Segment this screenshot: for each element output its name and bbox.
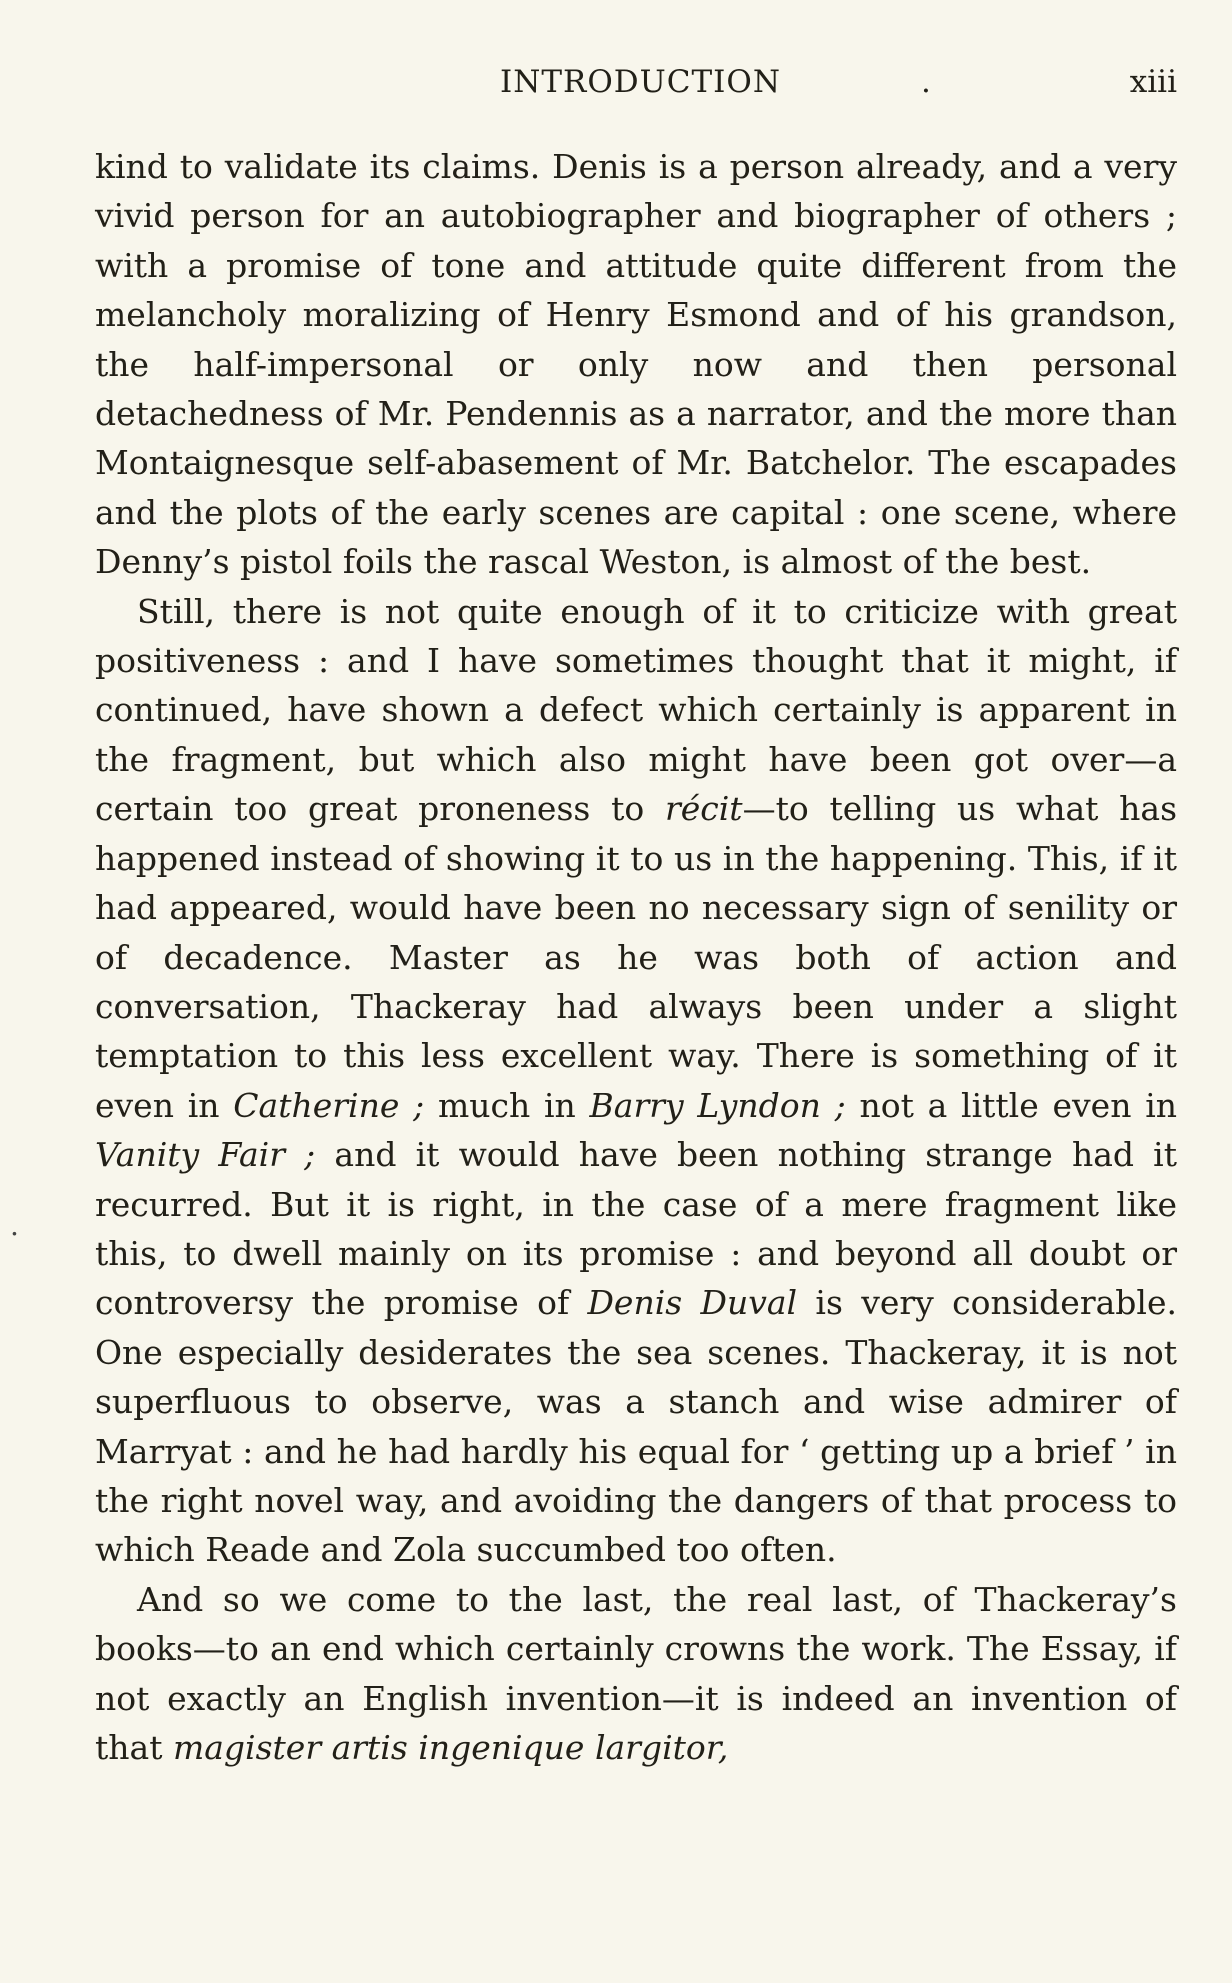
page-header	[95, 64, 1177, 108]
paragraph-2	[95, 587, 1177, 1575]
italic-title-catherine: Catherine ;	[233, 1085, 425, 1125]
text-segment: —to telling us what has happened instead of showing it to us in the happening. This, if it had appeared, would have been no necessary sign of senility or of decadence. Master as he was both of action and conversation, Thackeray had always been under a slight temptation to this less excellent way. There is something of it even in	[95, 789, 1178, 1125]
italic-text-recit: récit	[664, 789, 743, 829]
text-segment: Still, there is not quite enough of it to criticize with great positiveness : and I have sometimes thought that it might, if continued, have shown a defect which certainly is apparent in the fragment, but which also might have been got over—a certain too great proneness to	[95, 591, 1177, 829]
italic-title-denis-duval: Denis Duval	[587, 1283, 798, 1323]
header-separator: .	[921, 64, 931, 100]
body-text	[95, 142, 1177, 1772]
running-head: INTRODUCTION	[500, 64, 781, 100]
text-segment: and it would have been nothing strange had it recurred. But it is right, in the case of a mere fragment like this, to dwell mainly on its promise : and beyond all doubt or controversy the promise of	[95, 1135, 1177, 1323]
text-segment: kind to validate its claims. Denis is a person already, and a very vivid person for an autobiographer and biographer of others ; with a promise of tone and attitude quite different from the melancholy moralizing of Henry Esmond and of his grandson, the half-impersonal or only now and then personal detachedness of Mr. Pendennis as a narrator, and the more than Montaignesque self-abasement of Mr. Batchelor. The escapades and the plots of the early scenes are capital : one scene, where Denny’s pistol foils the rascal Weston, is almost of the best.	[95, 147, 1177, 582]
paragraph-1	[95, 142, 1177, 587]
italic-latin-phrase: magister artis ingenique largitor,	[172, 1728, 729, 1767]
italic-title-vanity-fair: Vanity Fair ;	[95, 1135, 316, 1175]
text-segment: much in	[424, 1085, 590, 1125]
page-number: xiii	[1129, 64, 1177, 100]
text-segment: is very considerable. One especially desiderates the sea scenes. Thackeray, it is not superfluous to observe, was a stanch and wise admirer of Marryat : and he had hardly his equal for ‘ getting up a brief ’ in the right novel way, and avoiding the dangers of that process to which Reade and Zola succumbed too often.	[95, 1283, 1177, 1570]
text-segment: And so we come to the last, the real last, of Thackeray’s books—to an end which certainly crowns the work. The Essay, if not exactly an English invention—it is indeed an invention of that	[95, 1579, 1177, 1767]
italic-title-barry-lyndon: Barry Lyndon ;	[589, 1085, 846, 1125]
text-segment: not a little even in	[845, 1085, 1178, 1125]
margin-mark: .	[10, 1209, 19, 1242]
paragraph-3	[95, 1575, 1177, 1773]
